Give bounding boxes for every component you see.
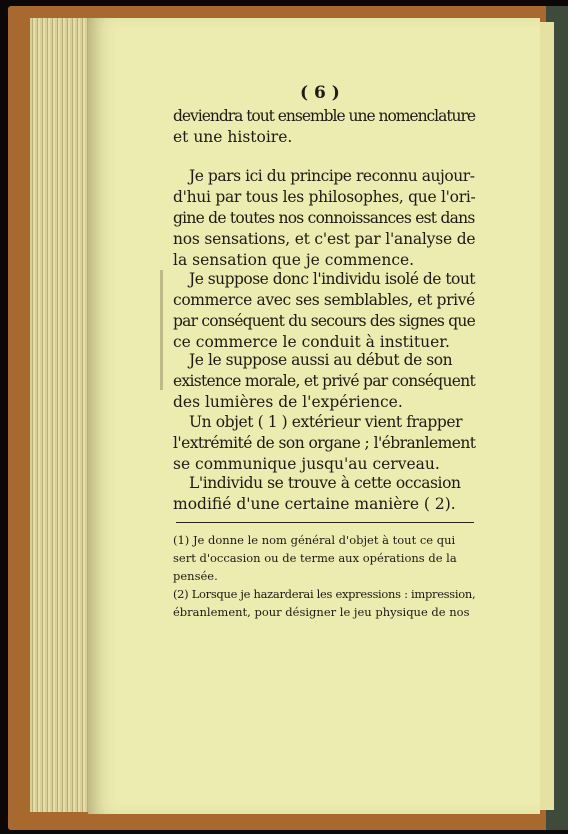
footnote-rule bbox=[176, 522, 474, 523]
footnote-line: (2) Lorsque je hazarderai les expressions : impression, bbox=[173, 587, 476, 601]
margin-mark bbox=[160, 270, 163, 390]
page-edges bbox=[30, 18, 90, 812]
footnote-line: (1) Je donne le nom général d'objet à tout ce qui bbox=[173, 533, 456, 547]
footnote-line: sert d'occasion ou de terme aux opérations de la bbox=[173, 551, 457, 565]
text-line: commerce avec ses semblables, et privé bbox=[173, 291, 475, 309]
text-line: d'hui par tous les philosophes, que l'ori- bbox=[173, 188, 476, 206]
page-number: ( 6 ) bbox=[300, 83, 340, 103]
footnote-line: pensée. bbox=[173, 569, 218, 583]
text-line: et une histoire. bbox=[173, 128, 293, 146]
text-line: par conséquent du secours des signes que bbox=[173, 312, 476, 330]
text-line: modifié d'une certaine manière ( 2). bbox=[173, 495, 456, 513]
text-line: l'extrémité de son organe ; l'ébranlement bbox=[173, 434, 476, 452]
footnote-line: ébranlement, pour désigner le jeu physique de nos bbox=[173, 605, 470, 619]
text-line: nos sensations, et c'est par l'analyse de bbox=[173, 230, 476, 248]
text-line: deviendra tout ensemble une nomenclature bbox=[173, 107, 476, 125]
text-line: la sensation que je commence. bbox=[173, 251, 415, 269]
text-line: L'individu se trouve à cette occasion bbox=[189, 474, 461, 492]
text-line: se communique jusqu'au cerveau. bbox=[173, 455, 440, 473]
text-line: existence morale, et privé par conséquent bbox=[173, 372, 476, 390]
text-line: Je pars ici du principe reconnu aujour- bbox=[189, 167, 475, 185]
text-line: ce commerce le conduit à instituer. bbox=[173, 333, 450, 351]
text-line: des lumières de l'expérience. bbox=[173, 393, 403, 411]
facing-page-edge bbox=[540, 22, 554, 810]
text-line: Je suppose donc l'individu isolé de tout bbox=[189, 270, 476, 288]
text-line: Je le suppose aussi au début de son bbox=[189, 351, 453, 369]
text-line: Un objet ( 1 ) extérieur vient frapper bbox=[189, 413, 463, 431]
text-line: gine de toutes nos connoissances est dans bbox=[173, 209, 475, 227]
